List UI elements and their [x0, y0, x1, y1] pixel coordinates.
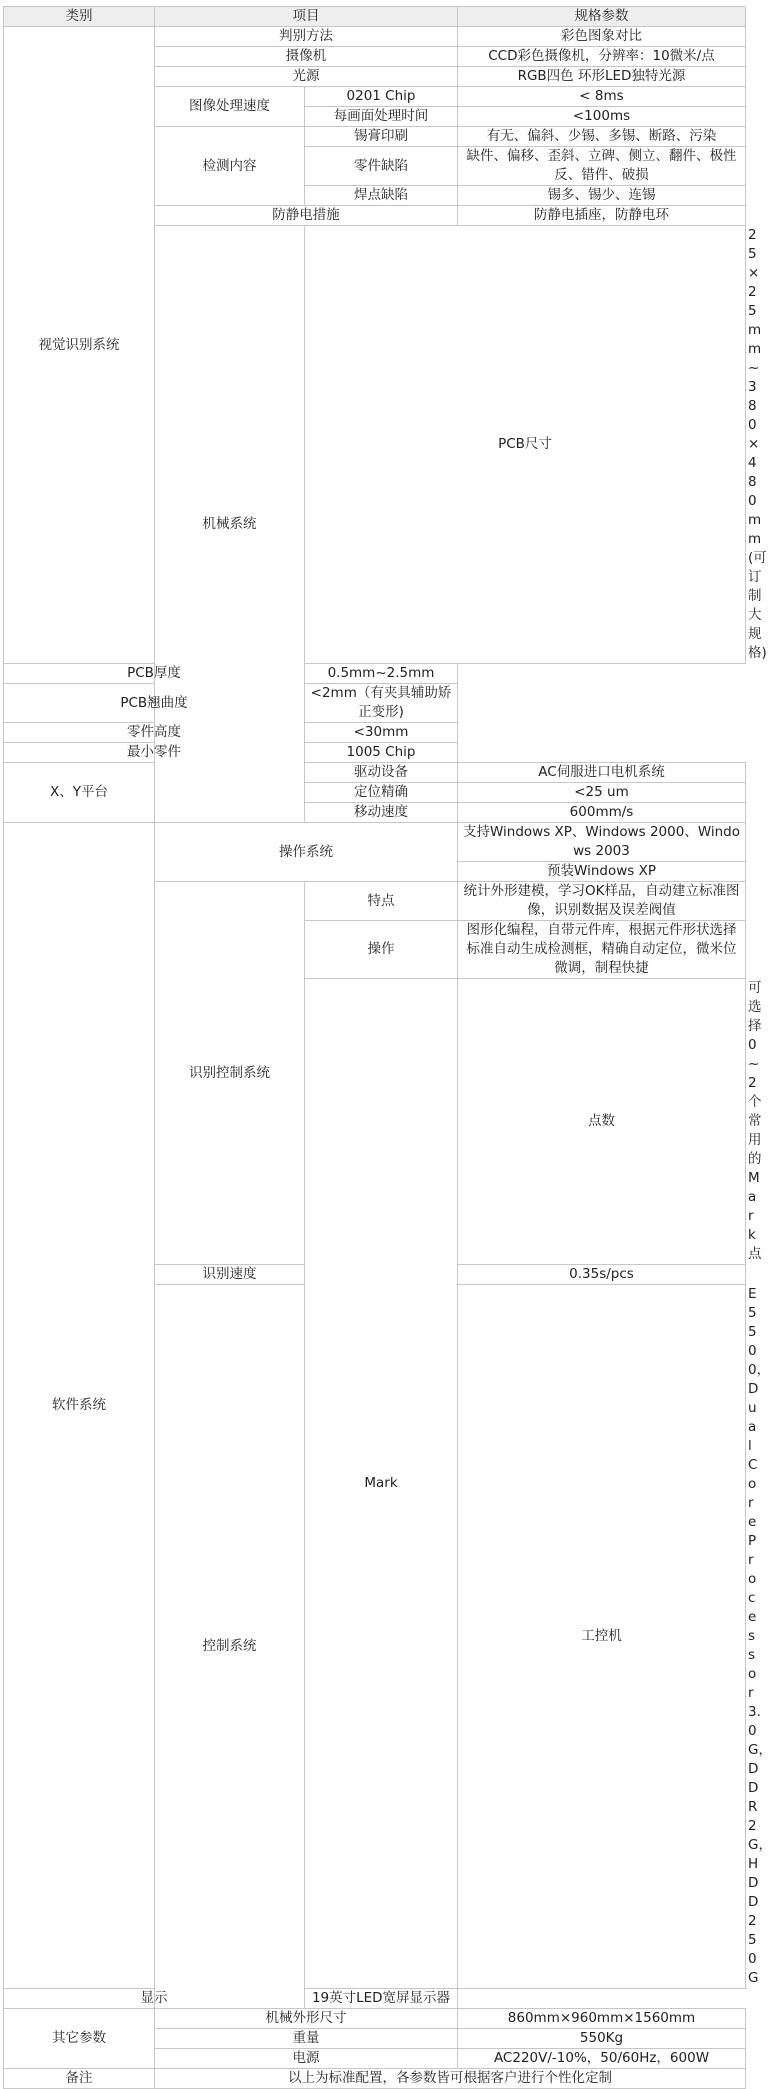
table-row: [4, 684, 746, 723]
header-spec: 规格参数: [458, 7, 746, 27]
item-label: 显示: [4, 1989, 305, 2009]
item-label: PCB翘曲度: [4, 684, 305, 723]
item-label: 点数: [458, 979, 746, 1265]
spec-value: 0.35s/pcs: [458, 1265, 746, 1285]
spec-value: 预装Windows XP: [458, 862, 746, 882]
item-label: 0201 Chip: [305, 87, 458, 107]
subgroup-label: 检测内容: [155, 127, 305, 206]
spec-value: 统计外形建模，学习OK样品，自动建立标准图像，识别数据及误差阀值: [458, 882, 746, 921]
header-row: [4, 7, 746, 27]
header-item: 项目: [155, 7, 458, 27]
spec-value: 支持Windows XP、Windows 2000、Windows 2003: [458, 823, 746, 862]
item-label: 工控机: [458, 1285, 746, 1989]
item-label: PCB尺寸: [305, 226, 746, 664]
table-row: 机械系统 PCB尺寸 25×25mm~380×480mm (可订制大规格): [4, 226, 746, 664]
table-row: [4, 743, 746, 763]
table-row: [4, 27, 746, 47]
spec-value: 防静电插座，防静电环: [458, 206, 746, 226]
item-label: 零件高度: [4, 723, 305, 743]
item-label: 每画面处理时间: [305, 107, 458, 127]
spec-value: 缺件、偏移、歪斜、立碑、侧立、翻件、极性反、错件、破损: [458, 147, 746, 186]
item-label: 移动速度: [305, 803, 458, 823]
spec-value: AC220V/-10%，50/60Hz，600W: [458, 2049, 746, 2069]
subgroup-label: 图像处理速度: [155, 87, 305, 127]
spec-value: <30mm: [305, 723, 458, 743]
remark-row: [4, 2069, 746, 2089]
spec-table: [3, 6, 772, 2089]
spec-value: 锡多、锡少、连锡: [458, 186, 746, 206]
spec-value: 19英寸LED宽屏显示器: [305, 1989, 458, 2009]
item-label: 操作: [305, 921, 458, 979]
spec-value: 860mm×960mm×1560mm: [458, 2009, 746, 2029]
item-label: 特点: [305, 882, 458, 921]
table-row: [4, 664, 746, 684]
table-row: [4, 763, 746, 783]
item-label: 防静电措施: [155, 206, 458, 226]
spec-value: 1005 Chip: [305, 743, 458, 763]
table-row: [4, 2009, 746, 2029]
item-label: 锡膏印刷: [305, 127, 458, 147]
spec-value: 彩色图象对比: [458, 27, 746, 47]
spec-value: 0.5mm~2.5mm: [305, 664, 458, 684]
item-label: 判别方法: [155, 27, 458, 47]
header-category: 类别: [4, 7, 155, 27]
category-mechanical: 机械系统: [155, 226, 305, 823]
table-row: [4, 723, 746, 743]
table-row: [4, 823, 746, 862]
category-other: 其它参数: [4, 2009, 155, 2069]
item-label: 零件缺陷: [305, 147, 458, 186]
table-row: 控制系统 工控机 E5500，Dual Core Processor 3.0G，DDR 2G，HDD 250G: [4, 1285, 746, 1989]
spec-value: AC伺服进口电机系统: [458, 763, 746, 783]
item-label: 摄像机: [155, 47, 458, 67]
spec-value: 有无、偏斜、少锡、多锡、断路、污染: [458, 127, 746, 147]
item-label: 机械外形尺寸: [155, 2009, 458, 2029]
item-label: 驱动设备: [305, 763, 458, 783]
item-label: 焊点缺陷: [305, 186, 458, 206]
spec-value: CCD彩色摄像机，分辨率：10微米/点: [458, 47, 746, 67]
spec-value: 图形化编程，自带元件库，根据元件形状选择标准自动生成检测框，精确自动定位，微米位微调，制程快捷: [458, 921, 746, 979]
category-vision: 视觉识别系统: [4, 27, 155, 664]
table-row: [4, 1989, 746, 2009]
spec-value: 600mm/s: [458, 803, 746, 823]
spec-value: < 8ms: [458, 87, 746, 107]
item-label: 最小零件: [4, 743, 305, 763]
subgroup-label: X、Y平台: [4, 763, 155, 823]
remark-value: 以上为标准配置，各参数皆可根据客户进行个性化定制: [155, 2069, 746, 2089]
spec-value: <2mm（有夹具辅助矫正变形): [305, 684, 458, 723]
subgroup-label: Mark: [305, 979, 458, 1989]
subgroup-label: 识别控制系统: [155, 882, 305, 1265]
item-label: PCB厚度: [4, 664, 305, 684]
spec-value: <25 um: [458, 783, 746, 803]
item-label: 重量: [155, 2029, 458, 2049]
remark-label: 备注: [4, 2069, 155, 2089]
category-software: 软件系统: [4, 823, 155, 1989]
spec-value: RGB四色 环形LED独特光源: [458, 67, 746, 87]
spec-value: 550Kg: [458, 2029, 746, 2049]
spec-value: <100ms: [458, 107, 746, 127]
item-label: 电源: [155, 2049, 458, 2069]
table-row: Mark 点数 可选择0~2个常用的Mark点: [4, 979, 746, 1265]
category-control: 控制系统: [155, 1285, 305, 2009]
item-label: 识别速度: [155, 1265, 305, 1285]
item-label: 操作系统: [155, 823, 458, 882]
item-label: 定位精确: [305, 783, 458, 803]
item-label: 光源: [155, 67, 458, 87]
